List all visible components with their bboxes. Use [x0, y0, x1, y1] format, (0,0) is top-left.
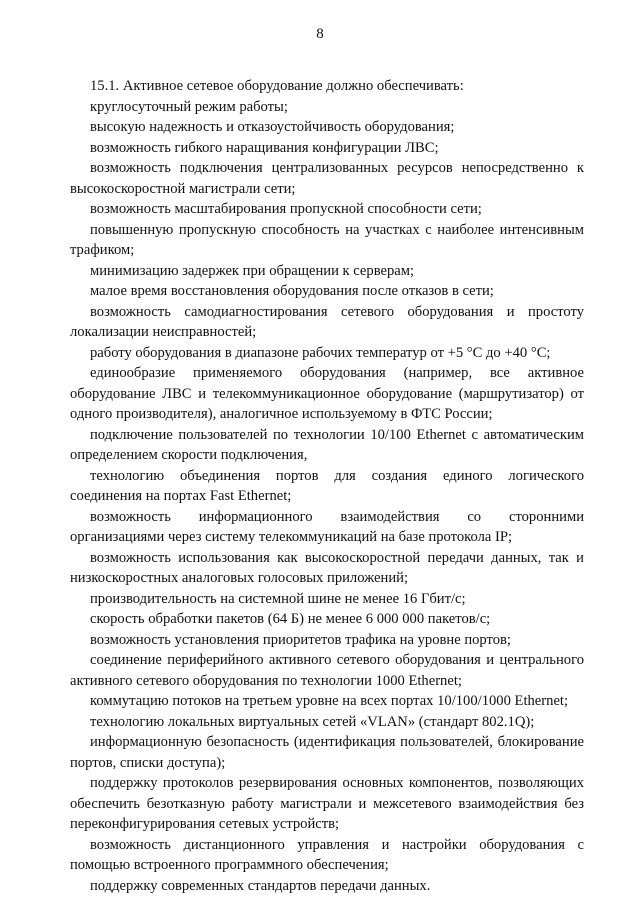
list-item: возможность подключения централизованных ресурсов непосредственно к высокоскоростной магистрали сети; [70, 160, 584, 197]
requirements-list [70, 76, 584, 896]
list-item: поддержку современных стандартов передачи данных. [90, 877, 431, 894]
list-item: технологию локальных виртуальных сетей «VLAN» (стандарт 802.1Q); [90, 713, 535, 730]
list-item: соединение периферийного активного сетевого оборудования и центрального активного сетевого оборудования по технологии 1000 Ethernet; [70, 652, 584, 689]
list-item: возможность самодиагностирования сетевого оборудования и простоту локализации неисправностей; [70, 303, 584, 340]
list-item: работу оборудования в диапазоне рабочих температур от +5 °С до +40 °С; [90, 344, 551, 361]
list-item: возможность гибкого наращивания конфигурации ЛВС; [90, 139, 439, 156]
paragraph-heading: 15.1. Активное сетевое оборудование должно обеспечивать: [90, 78, 464, 94]
list-item: возможность дистанционного управления и настройки оборудования с помощью встроенного программного обеспечения; [70, 836, 584, 873]
list-item: технологию объединения портов для создания единого логического соединения на портах Fast Ethernet; [70, 467, 584, 504]
list-item: минимизацию задержек при обращении к серверам; [90, 262, 415, 279]
list-item: возможность масштабирования пропускной способности сети; [90, 201, 482, 217]
list-item: возможность информационного взаимодействия со сторонними организациями через систему телекоммуникаций на базе протокола IP; [70, 508, 584, 545]
page-number: 8 [316, 26, 324, 42]
list-item: скорость обработки пакетов (64 Б) не менее 6 000 000 пакетов/с; [90, 611, 491, 627]
list-item: возможность использования как высокоскоростной передачи данных, так и низкоскоростных аналоговых голосовых приложений; [70, 549, 584, 586]
list-item: поддержку протоколов резервирования основных компонентов, позволяющих обеспечить безотказную работу магистрали и межсетевого взаимодействия без переконфигурирования сетевых устройств; [70, 775, 584, 832]
list-item: возможность установления приоритетов трафика на уровне портов; [90, 631, 511, 648]
list-item: подключение пользователей по технологии 10/100 Ethernet с автоматическим определением скорости подключения, [70, 426, 584, 463]
list-item: повышенную пропускную способность на участках с наиболее интенсивным трафиком; [70, 221, 584, 258]
list-item: единообразие применяемого оборудования (например, все активное оборудование ЛВС и телекоммуникационное оборудование (маршрутизатор) от одного производителя), аналогичное используемому в ФТС России; [70, 365, 584, 422]
list-item: информационную безопасность (идентификация пользователей, блокирование портов, списки доступа); [70, 734, 584, 771]
list-item: круглосуточный режим работы; [90, 98, 288, 115]
list-item: малое время восстановления оборудования после отказов в сети; [90, 283, 494, 299]
list-item: коммутацию потоков на третьем уровне на всех портах 10/100/1000 Ethernet; [90, 693, 569, 709]
list-item: высокую надежность и отказоустойчивость оборудования; [90, 119, 455, 135]
list-item: производительность на системной шине не менее 16 Гбит/с; [90, 590, 466, 607]
